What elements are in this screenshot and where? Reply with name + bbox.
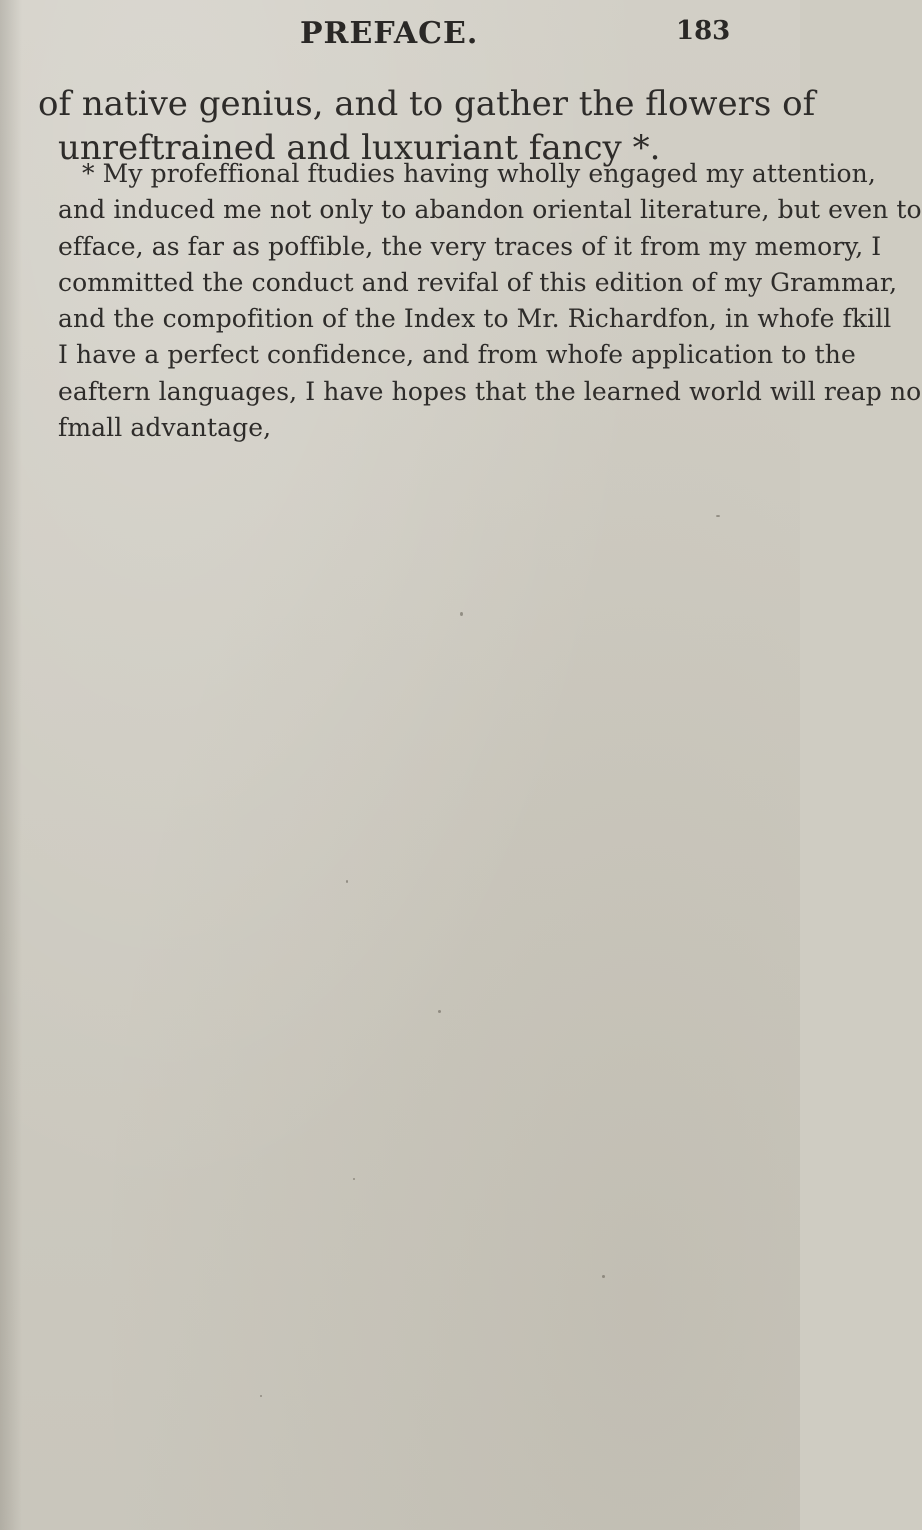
paper-speck [602, 1275, 605, 1278]
page-number: 183 [676, 16, 731, 46]
footnote-line: and induced me not only to abandon oriental literature, but even to [58, 195, 922, 225]
footnote [58, 156, 922, 446]
footnote-line: and the compofition of the Index to Mr. Richardfon, in whofe fkill [58, 304, 892, 334]
paper-speck [438, 1010, 441, 1013]
footnote-line: efface, as far as poffible, the very traces of it from my memory, I [58, 231, 882, 261]
footnote-line: eaftern languages, I have hopes that the learned world will reap no [58, 376, 922, 406]
body-line: unreftrained and luxuriant fancy *. [58, 128, 661, 168]
paper-speck [346, 880, 348, 883]
paper-speck [460, 612, 463, 616]
footnote-line: I have a perfect confidence, and from whofe application to the [58, 340, 856, 370]
page-edge-shadow [0, 0, 22, 1530]
paper-speck [260, 1395, 262, 1397]
page-header [0, 16, 800, 56]
paper-speck [716, 515, 720, 517]
footnote-line: * My profeffional ftudies having wholly engaged my attention, [82, 159, 876, 188]
footnote-line: committed the conduct and revifal of this edition of my Grammar, [58, 267, 898, 297]
footnote-line: fmall advantage, [58, 413, 272, 443]
body-line: of native genius, and to gather the flowers of [38, 84, 816, 124]
paper-speck [353, 1178, 355, 1180]
running-head: PREFACE. [300, 16, 479, 51]
